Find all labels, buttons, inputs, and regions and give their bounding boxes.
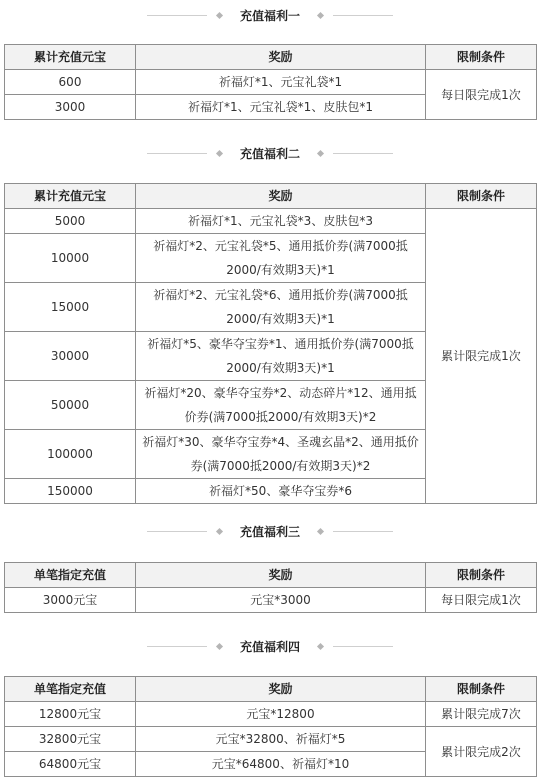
reward-table-2 bbox=[4, 183, 537, 504]
diamond-icon bbox=[317, 11, 324, 18]
limit-cell: 累计限完成2次 bbox=[426, 727, 537, 777]
section-1-title-bar bbox=[0, 5, 540, 25]
section-title: 充值福利四 bbox=[239, 639, 300, 654]
divider-line bbox=[147, 646, 207, 647]
reward-cell: 元宝*64800、祈福灯*10 bbox=[136, 752, 426, 777]
reward-cell: 祈福灯*1、元宝礼袋*1、皮肤包*1 bbox=[136, 95, 426, 120]
diamond-icon bbox=[317, 149, 324, 156]
reward-table-4 bbox=[4, 676, 537, 777]
divider-line bbox=[333, 646, 393, 647]
amount-cell: 10000 bbox=[5, 234, 136, 283]
section-3-title-bar bbox=[0, 521, 540, 541]
amount-cell: 15000 bbox=[5, 283, 136, 332]
reward-line: 价券(满7000抵2000/有效期3天)*2 bbox=[184, 410, 377, 424]
diamond-icon bbox=[216, 527, 223, 534]
col-header: 限制条件 bbox=[426, 184, 537, 209]
reward-line: 2000/有效期3天)*1 bbox=[226, 312, 335, 326]
reward-line: 2000/有效期3天)*1 bbox=[226, 263, 335, 277]
reward-line: 祈福灯*2、元宝礼袋*5、通用抵价券(满7000抵 bbox=[153, 239, 408, 253]
table-row bbox=[5, 702, 537, 727]
col-header: 累计充值元宝 bbox=[5, 45, 136, 70]
reward-cell: 元宝*12800 bbox=[136, 702, 426, 727]
col-header: 奖励 bbox=[136, 563, 426, 588]
section-title: 充值福利三 bbox=[239, 524, 300, 539]
table-row bbox=[5, 727, 537, 752]
reward-line: 祈福灯*5、豪华夺宝券*1、通用抵价券(满7000抵 bbox=[147, 337, 414, 351]
divider-line bbox=[333, 15, 393, 16]
reward-cell bbox=[136, 332, 426, 381]
amount-cell: 3000 bbox=[5, 95, 136, 120]
divider-line bbox=[147, 531, 207, 532]
col-header: 奖励 bbox=[136, 677, 426, 702]
reward-line: 券(满7000抵2000/有效期3天)*2 bbox=[190, 459, 371, 473]
reward-table-1 bbox=[4, 44, 537, 120]
divider-line bbox=[333, 531, 393, 532]
reward-cell bbox=[136, 430, 426, 479]
amount-cell: 50000 bbox=[5, 381, 136, 430]
amount-cell: 5000 bbox=[5, 209, 136, 234]
limit-cell: 累计限完成7次 bbox=[426, 702, 537, 727]
amount-cell: 64800元宝 bbox=[5, 752, 136, 777]
col-header: 奖励 bbox=[136, 184, 426, 209]
reward-line: 祈福灯*2、元宝礼袋*6、通用抵价券(满7000抵 bbox=[153, 288, 408, 302]
amount-cell: 12800元宝 bbox=[5, 702, 136, 727]
col-header: 单笔指定充值 bbox=[5, 677, 136, 702]
amount-cell: 150000 bbox=[5, 479, 136, 504]
table-row bbox=[5, 70, 537, 95]
col-header: 奖励 bbox=[136, 45, 426, 70]
limit-cell: 每日限完成1次 bbox=[426, 70, 537, 120]
reward-cell bbox=[136, 234, 426, 283]
col-header: 单笔指定充值 bbox=[5, 563, 136, 588]
col-header: 限制条件 bbox=[426, 677, 537, 702]
reward-cell: 祈福灯*1、元宝礼袋*1 bbox=[136, 70, 426, 95]
section-4-title-bar bbox=[0, 636, 540, 656]
divider-line bbox=[333, 153, 393, 154]
reward-cell: 祈福灯*1、元宝礼袋*3、皮肤包*3 bbox=[136, 209, 426, 234]
reward-table-3 bbox=[4, 562, 537, 613]
table-row bbox=[5, 209, 537, 234]
reward-cell: 祈福灯*50、豪华夺宝券*6 bbox=[136, 479, 426, 504]
amount-cell: 600 bbox=[5, 70, 136, 95]
diamond-icon bbox=[317, 527, 324, 534]
reward-cell: 元宝*3000 bbox=[136, 588, 426, 613]
amount-cell: 32800元宝 bbox=[5, 727, 136, 752]
divider-line bbox=[147, 15, 207, 16]
section-2-title-bar bbox=[0, 143, 540, 163]
diamond-icon bbox=[216, 642, 223, 649]
section-title: 充值福利一 bbox=[239, 8, 300, 23]
reward-line: 祈福灯*20、豪华夺宝券*2、动态碎片*12、通用抵 bbox=[144, 386, 417, 400]
limit-cell: 每日限完成1次 bbox=[426, 588, 537, 613]
diamond-icon bbox=[317, 642, 324, 649]
amount-cell: 30000 bbox=[5, 332, 136, 381]
table-row bbox=[5, 588, 537, 613]
reward-line: 2000/有效期3天)*1 bbox=[226, 361, 335, 375]
col-header: 累计充值元宝 bbox=[5, 184, 136, 209]
diamond-icon bbox=[216, 149, 223, 156]
reward-cell bbox=[136, 381, 426, 430]
section-title: 充值福利二 bbox=[239, 146, 300, 161]
limit-cell: 累计限完成1次 bbox=[426, 209, 537, 504]
amount-cell: 3000元宝 bbox=[5, 588, 136, 613]
diamond-icon bbox=[216, 11, 223, 18]
amount-cell: 100000 bbox=[5, 430, 136, 479]
reward-cell: 元宝*32800、祈福灯*5 bbox=[136, 727, 426, 752]
reward-cell bbox=[136, 283, 426, 332]
reward-line: 祈福灯*30、豪华夺宝券*4、圣魂玄晶*2、通用抵价 bbox=[142, 435, 419, 449]
col-header: 限制条件 bbox=[426, 45, 537, 70]
divider-line bbox=[147, 153, 207, 154]
col-header: 限制条件 bbox=[426, 563, 537, 588]
